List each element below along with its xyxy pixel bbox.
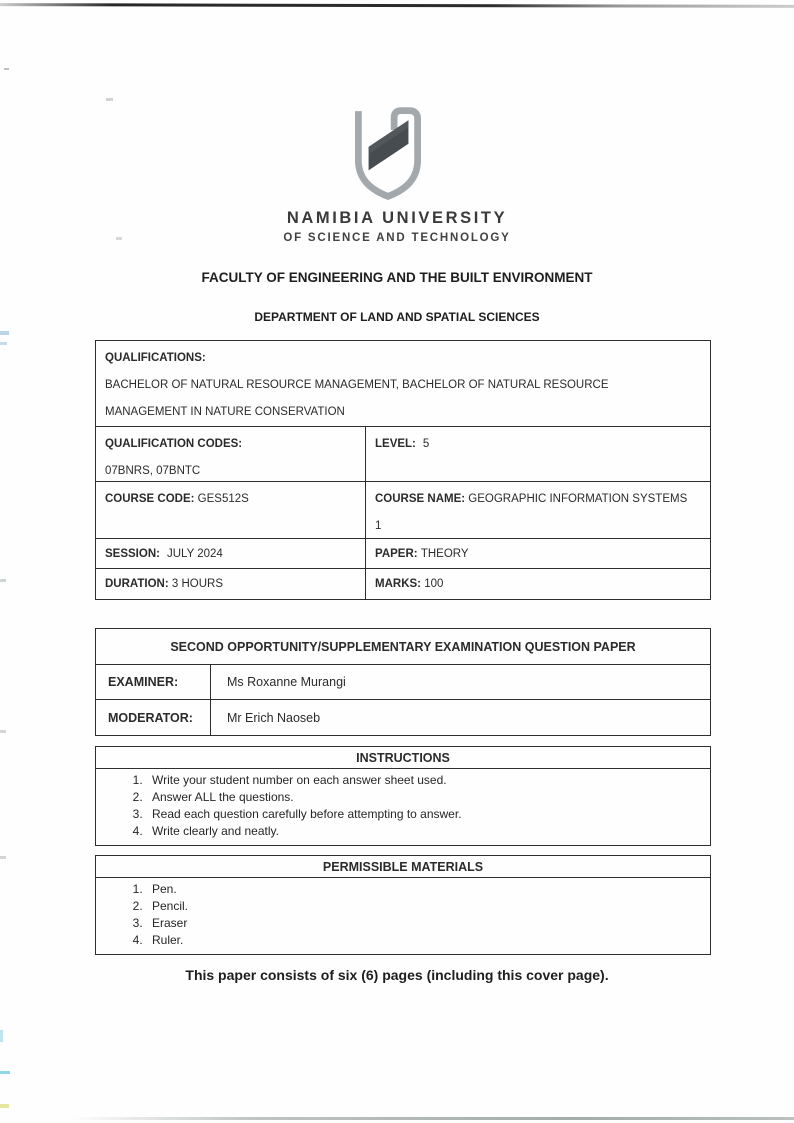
list-item: 1. Pen.	[146, 881, 710, 898]
duration-label: DURATION:	[105, 578, 169, 590]
instructions-title: INSTRUCTIONS	[96, 747, 710, 769]
qualifications-cell	[96, 341, 710, 426]
moderator-value: Mr Erich Naoseb	[227, 710, 321, 725]
scan-artifact-speck	[106, 98, 113, 101]
faculty-heading: FACULTY OF ENGINEERING AND THE BUILT ENVIRONMENT	[201, 270, 593, 285]
codes-level-row	[96, 426, 710, 481]
materials-list	[96, 881, 710, 949]
examiner-label: EXAMINER:	[96, 665, 211, 699]
exam-paper-title: SECOND OPPORTUNITY/SUPPLEMENTARY EXAMINATION QUESTION PAPER	[170, 639, 636, 654]
materials-table	[95, 855, 711, 955]
level-cell	[366, 427, 710, 481]
paper-label: PAPER:	[375, 547, 418, 560]
moderator-row	[96, 699, 710, 735]
scan-artifact-edge-mark	[0, 331, 9, 335]
university-tagline: OF SCIENCE AND TECHNOLOGY	[283, 232, 511, 244]
list-item: 4. Ruler.	[146, 932, 710, 949]
qualification-codes-value: 07BNRS, 07BNTC	[105, 465, 201, 477]
session-value: JULY 2024	[166, 547, 223, 560]
course-code-line	[105, 486, 357, 513]
qualification-codes-label: QUALIFICATION CODES:	[105, 438, 243, 450]
list-item: 4. Write clearly and neatly.	[146, 823, 710, 840]
scan-artifact-speck	[4, 68, 9, 70]
scan-artifact-edge-mark	[0, 342, 7, 345]
paper-value: THEORY	[420, 547, 469, 560]
list-item: 2. Pencil.	[146, 898, 710, 915]
nust-shield-icon	[352, 107, 424, 201]
scan-artifact-bottom-line	[70, 1117, 794, 1120]
university-name: NAMIBIA UNIVERSITY	[286, 209, 508, 227]
course-name-label: COURSE NAME:	[375, 493, 466, 505]
list-item: 3. Read each question carefully before attempting to answer.	[146, 806, 710, 823]
paper-cell	[366, 539, 710, 568]
course-name-value-line1: GEOGRAPHIC INFORMATION SYSTEMS	[468, 493, 688, 505]
materials-title: PERMISSIBLE MATERIALS	[96, 856, 710, 878]
course-code-label: COURSE CODE:	[105, 493, 195, 505]
session-label: SESSION:	[105, 547, 160, 560]
session-paper-row	[96, 538, 710, 568]
university-wordmark	[0, 209, 794, 244]
list-item: 3. Eraser	[146, 915, 710, 932]
scan-artifact-edge-mark	[0, 1071, 10, 1074]
instructions-list	[96, 772, 710, 840]
scan-artifact-edge-mark	[0, 730, 6, 733]
course-name-line1	[375, 486, 702, 513]
course-row	[96, 481, 710, 538]
exam-info-table	[95, 340, 711, 600]
list-item: 1. Write your student number on each answer sheet used.	[146, 772, 710, 789]
scan-artifact-edge-mark	[0, 856, 6, 859]
list-item: 2. Answer ALL the questions.	[146, 789, 710, 806]
marks-cell	[366, 569, 710, 599]
qualifications-value-line2: MANAGEMENT IN NATURE CONSERVATION	[105, 406, 345, 418]
qualifications-label: QUALIFICATIONS:	[105, 352, 206, 364]
qualification-codes-cell	[96, 427, 366, 481]
marks-value: 100	[424, 578, 444, 590]
examiner-row	[96, 664, 710, 699]
course-name-cell	[366, 482, 710, 538]
level-label: LEVEL:	[375, 438, 416, 450]
instructions-table	[95, 746, 711, 846]
scan-artifact-top-line	[0, 3, 794, 8]
session-cell	[96, 539, 366, 568]
level-line	[375, 431, 702, 458]
department-heading: DEPARTMENT OF LAND AND SPATIAL SCIENCES	[254, 310, 540, 324]
course-code-cell	[96, 482, 366, 538]
level-value: 5	[422, 438, 430, 450]
moderator-label: MODERATOR:	[96, 700, 211, 735]
university-logo	[352, 107, 424, 201]
duration-value: 3 HOURS	[171, 578, 223, 590]
qualifications-row	[96, 341, 710, 426]
scan-artifact-edge-mark	[0, 1030, 3, 1042]
duration-marks-row	[96, 568, 710, 599]
exam-paper-table	[95, 628, 711, 736]
qualifications-value-line1: BACHELOR OF NATURAL RESOURCE MANAGEMENT, BACHELOR OF NATURAL RESOURCE	[105, 379, 609, 391]
course-code-value: GES512S	[197, 493, 249, 505]
duration-cell	[96, 569, 366, 599]
course-name-value-line2: 1	[375, 520, 382, 532]
marks-label: MARKS:	[375, 578, 421, 590]
scan-artifact-edge-mark	[0, 579, 6, 582]
scan-artifact-edge-mark	[0, 1104, 9, 1108]
page-count-note: This paper consists of six (6) pages (including this cover page).	[185, 967, 609, 983]
examiner-value: Ms Roxanne Murangi	[227, 675, 346, 689]
